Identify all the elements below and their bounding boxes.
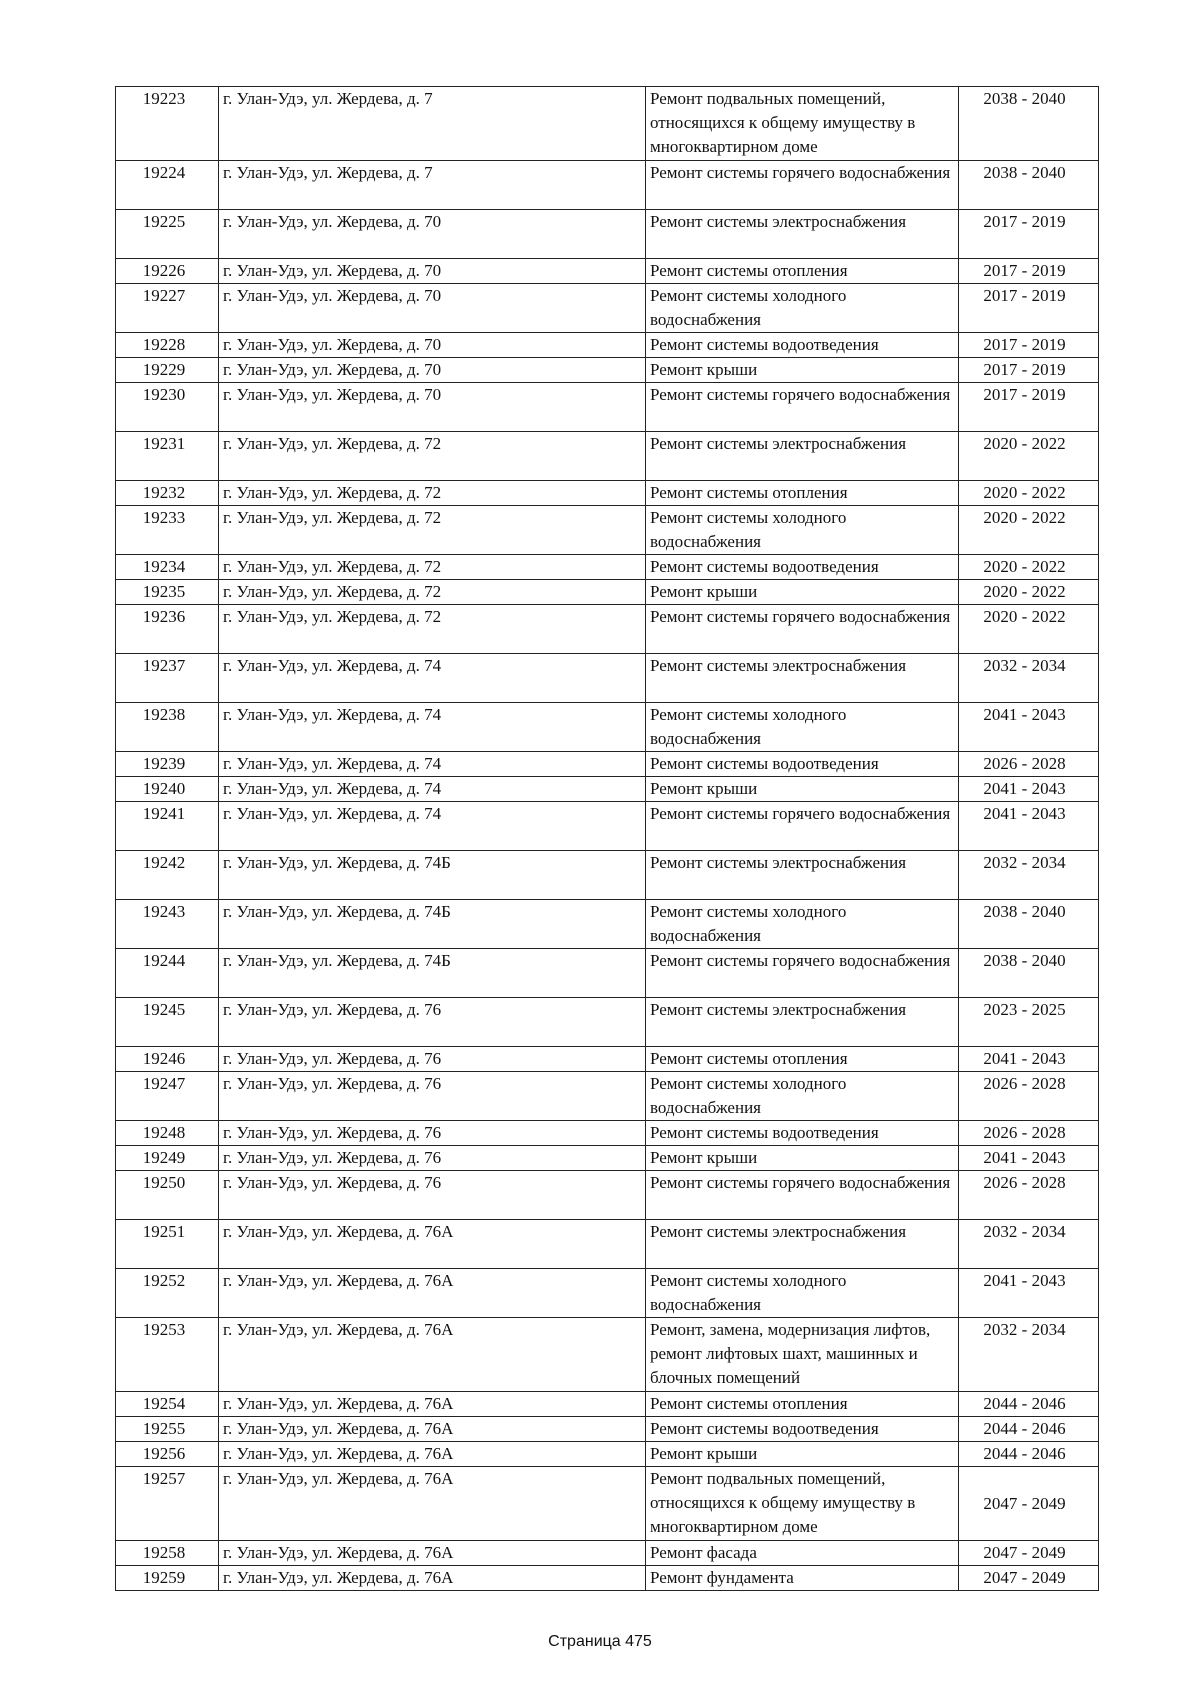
address-cell: г. Улан-Удэ, ул. Жердева, д. 74Б [219, 851, 646, 900]
table-row [116, 949, 1099, 998]
address-cell: г. Улан-Удэ, ул. Жердева, д. 72 [219, 481, 646, 506]
row-number-cell: 19240 [116, 777, 219, 802]
table-row [116, 1146, 1099, 1171]
address-cell: г. Улан-Удэ, ул. Жердева, д. 76 [219, 1047, 646, 1072]
page-number: Страница 475 [548, 1633, 652, 1650]
table-row [116, 358, 1099, 383]
address-cell: г. Улан-Удэ, ул. Жердева, д. 76 [219, 1171, 646, 1220]
period-cell: 2017 - 2019 [959, 358, 1099, 383]
work-type-cell: Ремонт системы горячего водоснабжения [646, 1171, 959, 1220]
period-cell: 2038 - 2040 [959, 900, 1099, 949]
address-cell: г. Улан-Удэ, ул. Жердева, д. 76А [219, 1467, 646, 1541]
row-number-cell: 19227 [116, 284, 219, 333]
period-cell: 2032 - 2034 [959, 1220, 1099, 1269]
period-cell: 2017 - 2019 [959, 383, 1099, 432]
period-cell: 2047 - 2049 [959, 1541, 1099, 1566]
row-number-cell: 19229 [116, 358, 219, 383]
address-cell: г. Улан-Удэ, ул. Жердева, д. 76 [219, 1121, 646, 1146]
period-cell: 2041 - 2043 [959, 1047, 1099, 1072]
table-row [116, 851, 1099, 900]
row-number-cell: 19228 [116, 333, 219, 358]
row-number-cell: 19226 [116, 259, 219, 284]
row-number-cell: 19232 [116, 481, 219, 506]
table-row [116, 333, 1099, 358]
table-row [116, 481, 1099, 506]
work-type-cell: Ремонт системы отопления [646, 481, 959, 506]
work-type-cell: Ремонт системы холодного водоснабжения [646, 900, 959, 949]
row-number-cell: 19225 [116, 210, 219, 259]
work-type-cell: Ремонт подвальных помещений, относящихся к общему имуществу в многоквартирном доме [646, 1467, 959, 1541]
row-number-cell: 19230 [116, 383, 219, 432]
table-row [116, 777, 1099, 802]
period-cell: 2032 - 2034 [959, 851, 1099, 900]
address-cell: г. Улан-Удэ, ул. Жердева, д. 7 [219, 87, 646, 161]
table-row [116, 605, 1099, 654]
row-number-cell: 19257 [116, 1467, 219, 1541]
period-cell: 2044 - 2046 [959, 1442, 1099, 1467]
table-row [116, 284, 1099, 333]
row-number-cell: 19231 [116, 432, 219, 481]
table-row [116, 1541, 1099, 1566]
row-number-cell: 19246 [116, 1047, 219, 1072]
table-row [116, 87, 1099, 161]
work-type-cell: Ремонт системы отопления [646, 1047, 959, 1072]
row-number-cell: 19248 [116, 1121, 219, 1146]
table-row [116, 900, 1099, 949]
address-cell: г. Улан-Удэ, ул. Жердева, д. 74 [219, 802, 646, 851]
period-cell: 2017 - 2019 [959, 210, 1099, 259]
address-cell: г. Улан-Удэ, ул. Жердева, д. 72 [219, 580, 646, 605]
row-number-cell: 19259 [116, 1566, 219, 1591]
period-cell: 2026 - 2028 [959, 752, 1099, 777]
address-cell: г. Улан-Удэ, ул. Жердева, д. 7 [219, 161, 646, 210]
table-row [116, 1467, 1099, 1541]
work-type-cell: Ремонт фундамента [646, 1566, 959, 1591]
address-cell: г. Улан-Удэ, ул. Жердева, д. 76А [219, 1220, 646, 1269]
period-cell: 2044 - 2046 [959, 1417, 1099, 1442]
work-type-cell: Ремонт системы водоотведения [646, 752, 959, 777]
table-row [116, 703, 1099, 752]
work-type-cell: Ремонт системы электроснабжения [646, 654, 959, 703]
table-row [116, 555, 1099, 580]
period-cell: 2041 - 2043 [959, 802, 1099, 851]
address-cell: г. Улан-Удэ, ул. Жердева, д. 76 [219, 1072, 646, 1121]
table-row [116, 210, 1099, 259]
period-cell: 2038 - 2040 [959, 87, 1099, 161]
address-cell: г. Улан-Удэ, ул. Жердева, д. 72 [219, 432, 646, 481]
address-cell: г. Улан-Удэ, ул. Жердева, д. 76 [219, 1146, 646, 1171]
work-type-cell: Ремонт системы холодного водоснабжения [646, 1072, 959, 1121]
address-cell: г. Улан-Удэ, ул. Жердева, д. 70 [219, 259, 646, 284]
work-type-cell: Ремонт системы электроснабжения [646, 432, 959, 481]
work-type-cell: Ремонт системы водоотведения [646, 1417, 959, 1442]
row-number-cell: 19236 [116, 605, 219, 654]
work-type-cell: Ремонт системы электроснабжения [646, 1220, 959, 1269]
address-cell: г. Улан-Удэ, ул. Жердева, д. 76А [219, 1566, 646, 1591]
table-row [116, 1121, 1099, 1146]
row-number-cell: 19254 [116, 1392, 219, 1417]
period-cell: 2017 - 2019 [959, 284, 1099, 333]
table-row [116, 1318, 1099, 1392]
work-type-cell: Ремонт системы горячего водоснабжения [646, 605, 959, 654]
table-row [116, 654, 1099, 703]
period-cell: 2038 - 2040 [959, 161, 1099, 210]
row-number-cell: 19243 [116, 900, 219, 949]
work-type-cell: Ремонт системы водоотведения [646, 333, 959, 358]
period-cell: 2026 - 2028 [959, 1171, 1099, 1220]
period-cell: 2020 - 2022 [959, 580, 1099, 605]
row-number-cell: 19250 [116, 1171, 219, 1220]
table-row [116, 259, 1099, 284]
work-type-cell: Ремонт системы электроснабжения [646, 851, 959, 900]
work-type-cell: Ремонт системы горячего водоснабжения [646, 161, 959, 210]
work-type-cell: Ремонт системы электроснабжения [646, 998, 959, 1047]
work-type-cell: Ремонт системы горячего водоснабжения [646, 949, 959, 998]
address-cell: г. Улан-Удэ, ул. Жердева, д. 76А [219, 1442, 646, 1467]
row-number-cell: 19251 [116, 1220, 219, 1269]
table-row [116, 1171, 1099, 1220]
period-cell: 2038 - 2040 [959, 949, 1099, 998]
row-number-cell: 19235 [116, 580, 219, 605]
work-type-cell: Ремонт крыши [646, 1146, 959, 1171]
address-cell: г. Улан-Удэ, ул. Жердева, д. 72 [219, 506, 646, 555]
row-number-cell: 19237 [116, 654, 219, 703]
address-cell: г. Улан-Удэ, ул. Жердева, д. 76А [219, 1417, 646, 1442]
table-row [116, 1417, 1099, 1442]
work-type-cell: Ремонт подвальных помещений, относящихся к общему имуществу в многоквартирном доме [646, 87, 959, 161]
work-type-cell: Ремонт крыши [646, 777, 959, 802]
period-cell: 2041 - 2043 [959, 777, 1099, 802]
row-number-cell: 19252 [116, 1269, 219, 1318]
work-type-cell: Ремонт системы горячего водоснабжения [646, 802, 959, 851]
row-number-cell: 19239 [116, 752, 219, 777]
address-cell: г. Улан-Удэ, ул. Жердева, д. 70 [219, 210, 646, 259]
table-row [116, 506, 1099, 555]
table-row [116, 752, 1099, 777]
table-row [116, 161, 1099, 210]
work-type-cell: Ремонт крыши [646, 1442, 959, 1467]
address-cell: г. Улан-Удэ, ул. Жердева, д. 70 [219, 383, 646, 432]
period-cell: 2020 - 2022 [959, 555, 1099, 580]
period-cell: 2041 - 2043 [959, 1269, 1099, 1318]
work-type-cell: Ремонт системы холодного водоснабжения [646, 703, 959, 752]
period-cell: 2047 - 2049 [959, 1566, 1099, 1591]
work-type-cell: Ремонт крыши [646, 358, 959, 383]
period-cell: 2020 - 2022 [959, 605, 1099, 654]
work-type-cell: Ремонт системы отопления [646, 1392, 959, 1417]
address-cell: г. Улан-Удэ, ул. Жердева, д. 74 [219, 654, 646, 703]
address-cell: г. Улан-Удэ, ул. Жердева, д. 70 [219, 284, 646, 333]
row-number-cell: 19241 [116, 802, 219, 851]
address-cell: г. Улан-Удэ, ул. Жердева, д. 72 [219, 605, 646, 654]
address-cell: г. Улан-Удэ, ул. Жердева, д. 70 [219, 358, 646, 383]
period-cell: 2047 - 2049 [959, 1467, 1099, 1541]
address-cell: г. Улан-Удэ, ул. Жердева, д. 74Б [219, 900, 646, 949]
table-row [116, 580, 1099, 605]
period-cell: 2032 - 2034 [959, 654, 1099, 703]
table-row [116, 802, 1099, 851]
address-cell: г. Улан-Удэ, ул. Жердева, д. 76А [219, 1318, 646, 1392]
work-type-cell: Ремонт, замена, модернизация лифтов, ремонт лифтовых шахт, машинных и блочных помещений [646, 1318, 959, 1392]
table-row [116, 1269, 1099, 1318]
table-row [116, 1072, 1099, 1121]
address-cell: г. Улан-Удэ, ул. Жердева, д. 74Б [219, 949, 646, 998]
row-number-cell: 19247 [116, 1072, 219, 1121]
table-row [116, 1442, 1099, 1467]
period-cell: 2017 - 2019 [959, 259, 1099, 284]
row-number-cell: 19223 [116, 87, 219, 161]
row-number-cell: 19242 [116, 851, 219, 900]
period-cell: 2017 - 2019 [959, 333, 1099, 358]
row-number-cell: 19244 [116, 949, 219, 998]
work-type-cell: Ремонт крыши [646, 580, 959, 605]
table-row [116, 1392, 1099, 1417]
address-cell: г. Улан-Удэ, ул. Жердева, д. 76А [219, 1541, 646, 1566]
work-type-cell: Ремонт фасада [646, 1541, 959, 1566]
row-number-cell: 19234 [116, 555, 219, 580]
work-type-cell: Ремонт системы электроснабжения [646, 210, 959, 259]
period-cell: 2020 - 2022 [959, 481, 1099, 506]
table-row [116, 383, 1099, 432]
row-number-cell: 19233 [116, 506, 219, 555]
period-cell: 2032 - 2034 [959, 1318, 1099, 1392]
work-type-cell: Ремонт системы водоотведения [646, 555, 959, 580]
row-number-cell: 19256 [116, 1442, 219, 1467]
row-number-cell: 19258 [116, 1541, 219, 1566]
row-number-cell: 19255 [116, 1417, 219, 1442]
address-cell: г. Улан-Удэ, ул. Жердева, д. 74 [219, 752, 646, 777]
period-cell: 2041 - 2043 [959, 1146, 1099, 1171]
address-cell: г. Улан-Удэ, ул. Жердева, д. 76А [219, 1269, 646, 1318]
row-number-cell: 19245 [116, 998, 219, 1047]
address-cell: г. Улан-Удэ, ул. Жердева, д. 76 [219, 998, 646, 1047]
row-number-cell: 19253 [116, 1318, 219, 1392]
period-cell: 2044 - 2046 [959, 1392, 1099, 1417]
period-cell: 2020 - 2022 [959, 506, 1099, 555]
repair-schedule-table [115, 86, 1099, 1591]
address-cell: г. Улан-Удэ, ул. Жердева, д. 70 [219, 333, 646, 358]
table-row [116, 1220, 1099, 1269]
table-body [116, 87, 1099, 1591]
row-number-cell: 19238 [116, 703, 219, 752]
address-cell: г. Улан-Удэ, ул. Жердева, д. 72 [219, 555, 646, 580]
row-number-cell: 19224 [116, 161, 219, 210]
address-cell: г. Улан-Удэ, ул. Жердева, д. 74 [219, 703, 646, 752]
work-type-cell: Ремонт системы отопления [646, 259, 959, 284]
period-cell: 2020 - 2022 [959, 432, 1099, 481]
period-cell: 2026 - 2028 [959, 1121, 1099, 1146]
work-type-cell: Ремонт системы водоотведения [646, 1121, 959, 1146]
row-number-cell: 19249 [116, 1146, 219, 1171]
table-row [116, 1047, 1099, 1072]
table-row [116, 1566, 1099, 1591]
period-cell: 2026 - 2028 [959, 1072, 1099, 1121]
address-cell: г. Улан-Удэ, ул. Жердева, д. 74 [219, 777, 646, 802]
period-cell: 2023 - 2025 [959, 998, 1099, 1047]
work-type-cell: Ремонт системы холодного водоснабжения [646, 284, 959, 333]
work-type-cell: Ремонт системы холодного водоснабжения [646, 506, 959, 555]
table-row [116, 998, 1099, 1047]
address-cell: г. Улан-Удэ, ул. Жердева, д. 76А [219, 1392, 646, 1417]
work-type-cell: Ремонт системы горячего водоснабжения [646, 383, 959, 432]
table-row [116, 432, 1099, 481]
work-type-cell: Ремонт системы холодного водоснабжения [646, 1269, 959, 1318]
period-cell: 2041 - 2043 [959, 703, 1099, 752]
